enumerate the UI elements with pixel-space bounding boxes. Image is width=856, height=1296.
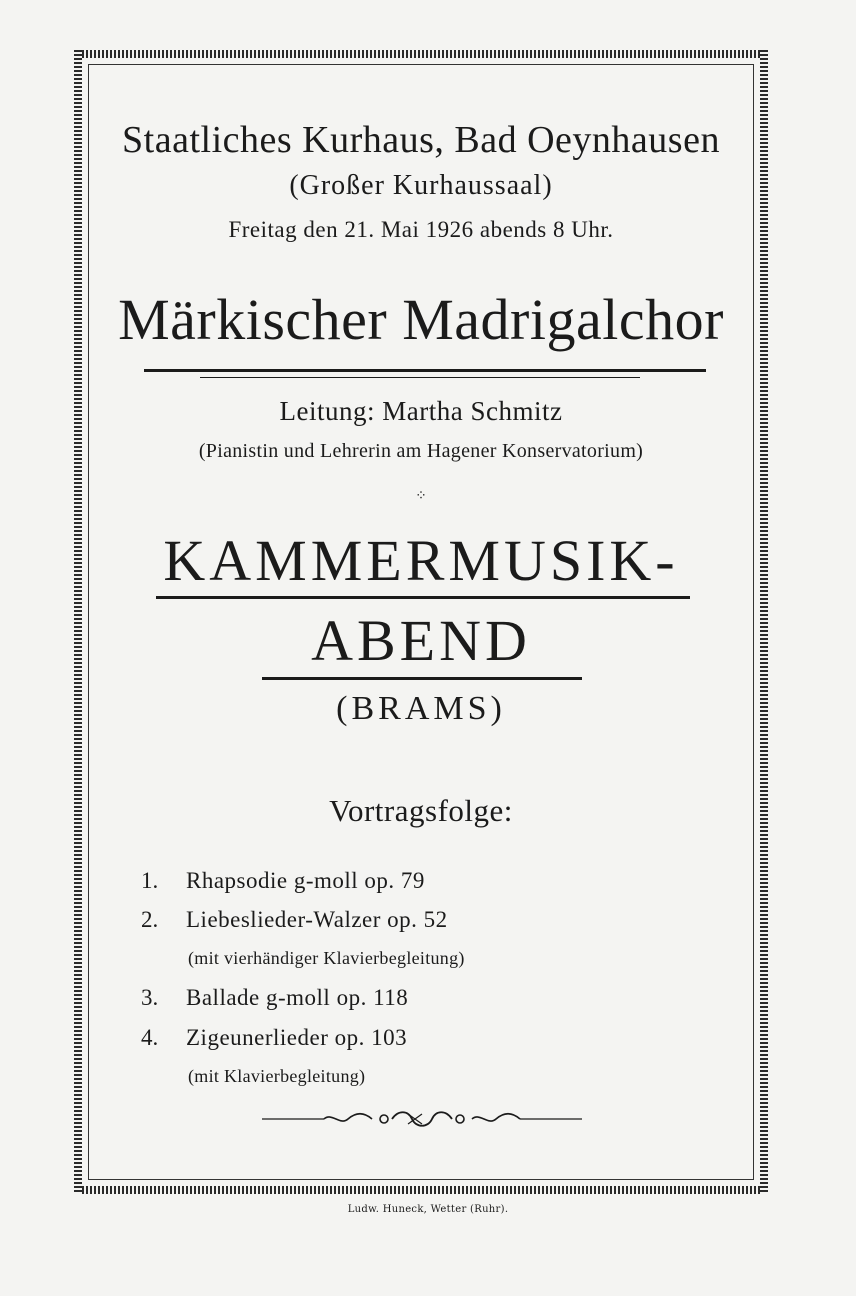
border-right — [760, 50, 768, 1194]
scroll-ornament-icon — [262, 1106, 582, 1132]
program-item-number: 2. — [141, 907, 159, 932]
title-line-1: KAMMERMUSIK- — [163, 528, 679, 593]
program-item-work: Zigeunerlieder op. 103 — [186, 1025, 408, 1050]
small-ornament-icon: ⁘ — [415, 488, 427, 504]
choir-rule-thick — [144, 369, 706, 372]
title-line-2: ABEND — [311, 608, 531, 673]
choir-rule-thin — [200, 377, 640, 378]
program-item-note: (mit Klavierbegleitung) — [188, 1066, 366, 1086]
venue-line: Staatliches Kurhaus, Bad Oeynhausen — [122, 119, 720, 161]
program-item-number: 4. — [141, 1025, 159, 1050]
program-item-work: Ballade g-moll op. 118 — [186, 985, 409, 1010]
program-item-number: 1. — [141, 868, 159, 893]
border-bottom — [74, 1186, 768, 1194]
title-rule-2 — [262, 677, 582, 680]
date-line: Freitag den 21. Mai 1926 abends 8 Uhr. — [228, 217, 614, 242]
border-top — [74, 50, 768, 58]
choir-name: Märkischer Madrigalchor — [118, 287, 724, 352]
program-heading: Vortragsfolge: — [329, 793, 513, 828]
title-line-3: (BRAMS) — [336, 690, 506, 727]
border-left — [74, 50, 82, 1194]
printer-imprint: Ludw. Huneck, Wetter (Ruhr). — [347, 1204, 509, 1215]
leader-line: Leitung: Martha Schmitz — [279, 396, 563, 426]
program-item-number: 3. — [141, 985, 159, 1010]
leader-note: (Pianistin und Lehrerin am Hagener Konservatorium) — [198, 440, 644, 462]
title-rule-1 — [156, 596, 690, 599]
program-item-work: Rhapsodie g-moll op. 79 — [186, 868, 425, 893]
program-item-note: (mit vierhändiger Klavierbegleitung) — [188, 948, 465, 968]
program-item-work: Liebeslieder-Walzer op. 52 — [186, 907, 448, 932]
hall-line: (Großer Kurhaussaal) — [289, 170, 553, 201]
